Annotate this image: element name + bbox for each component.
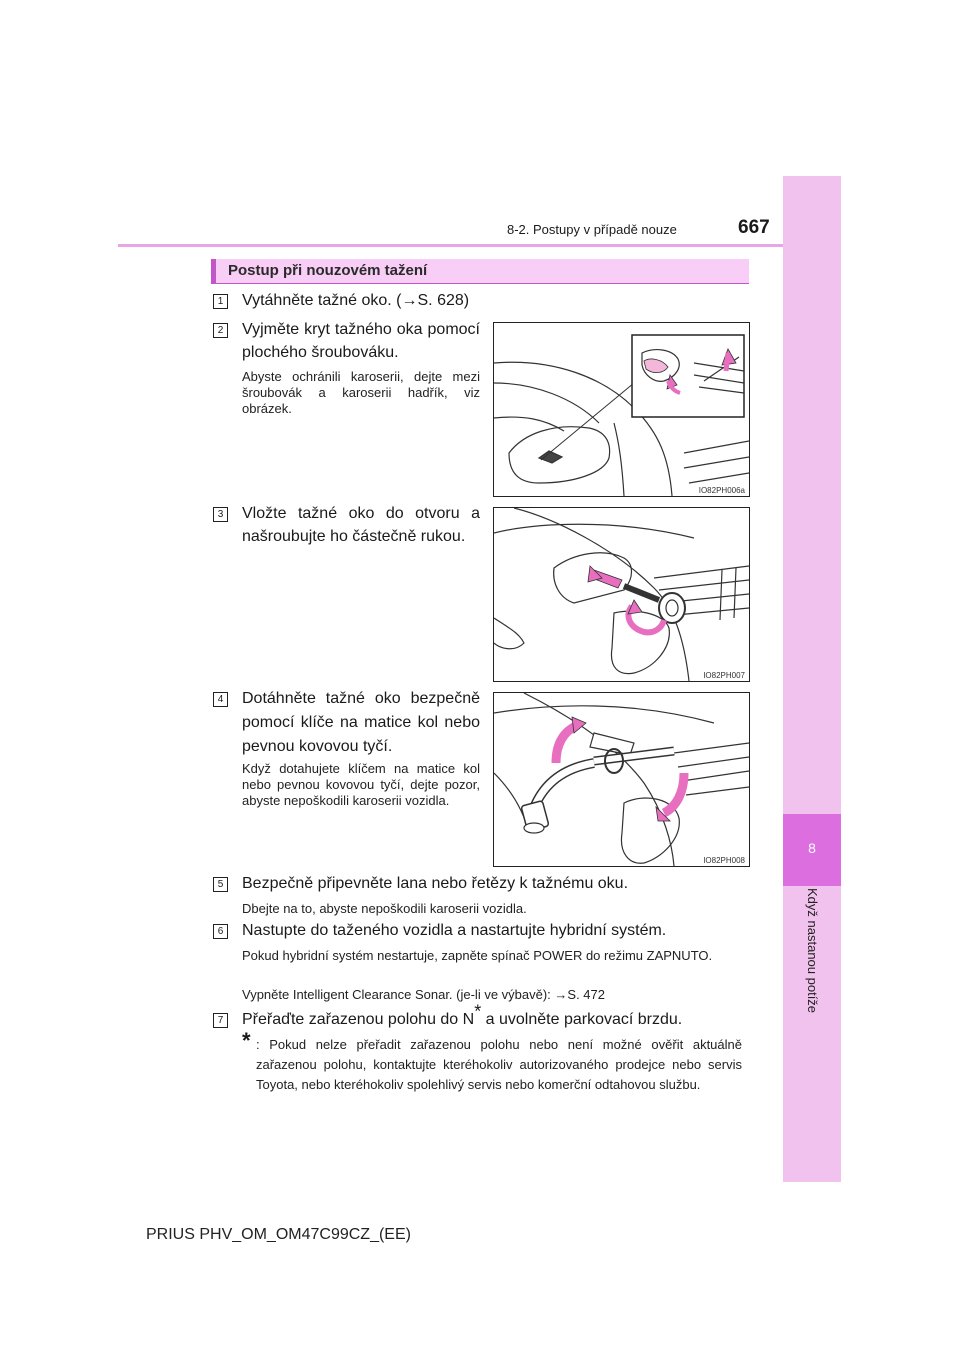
chapter-title: Když nastanou potíže: [805, 888, 820, 1014]
section-title: 8-2. Postupy v případě nouze: [507, 222, 677, 237]
section-heading: [211, 259, 749, 283]
figure-tighten-eye: [493, 692, 750, 867]
step-number-1: 1: [213, 294, 228, 309]
step-6-text: Nastupte do taženého vozidla a nastartujte hybridní systém.: [242, 922, 667, 939]
figure-code: IO82PH008: [703, 856, 745, 865]
step-6-note-2: Vypněte Intelligent Clearance Sonar. (je-li ve výbavě): →S. 472: [242, 987, 605, 1002]
page-number: 667: [738, 217, 770, 238]
header-divider: [118, 244, 783, 247]
figure-code: IO82PH006a: [698, 486, 745, 495]
step-number-6: 6: [213, 924, 228, 939]
manual-code-footer: PRIUS PHV_OM_OM47C99CZ_(EE): [146, 1226, 411, 1243]
heading-underline: [211, 283, 749, 284]
step-7-text: Přeřaďte zařazenou polohu do N* a uvolněte parkovací brzdu.: [242, 1001, 683, 1028]
step-4-note: Když dotahujete klíčem na matice kol nebo pevnou kovovou tyčí, dejte pozor, abyste nepoškodili karoserii vozidla.: [242, 761, 480, 808]
step-2-note: Abyste ochránili karoserii, dejte mezi šroubovák a karoserii hadřík, viz obrázek.: [242, 369, 480, 416]
step-3-text: Vložte tažné oko do otvoru a našroubujte ho částečně rukou.: [242, 505, 480, 545]
step-number-3: 3: [213, 507, 228, 522]
step-number-4: 4: [213, 692, 228, 707]
chapter-title-band: [783, 886, 841, 1182]
step-number-2: 2: [213, 323, 228, 338]
chapter-number: 8: [808, 840, 816, 856]
footnote-marker: *: [242, 1028, 251, 1053]
sidebar-band: [783, 176, 841, 814]
footnote-text: : Pokud nelze přeřadit zařazenou polohu nebo není možné ověřit aktuálně zařazenou polohu, kontaktujte kteréhokoliv autorizovaného prodejce nebo servis Toyota, nebo kteréhokoliv spolehlivý servis nebo komerční odtahovou službu.: [256, 1037, 742, 1092]
figure-remove-cover: [493, 322, 750, 497]
step-5-text: Bezpečně připevněte lana nebo řetězy k tažnému oku.: [242, 875, 629, 892]
step-5-note: Dbejte na to, abyste nepoškodili karoserii vozidla.: [242, 901, 527, 916]
section-heading-text: Postup při nouzovém tažení: [228, 262, 428, 279]
step-number-7: 7: [213, 1013, 228, 1028]
step-number-5: 5: [213, 877, 228, 892]
step-1-text: Vytáhněte tažné oko. (→S. 628): [242, 292, 470, 309]
figure-insert-eye: [493, 507, 750, 682]
step-4-text: Dotáhněte tažné oko bezpečně pomocí klíče na matice kol nebo pevnou kovovou tyčí.: [242, 690, 480, 755]
step-2-text: Vyjměte kryt tažného oka pomocí plochého šroubováku.: [242, 321, 480, 361]
chapter-tab[interactable]: [783, 814, 841, 886]
figure-code: IO82PH007: [703, 671, 745, 680]
step-6-note: Pokud hybridní systém nestartuje, zapněte spínač POWER do režimu ZAPNUTO.: [242, 948, 713, 963]
